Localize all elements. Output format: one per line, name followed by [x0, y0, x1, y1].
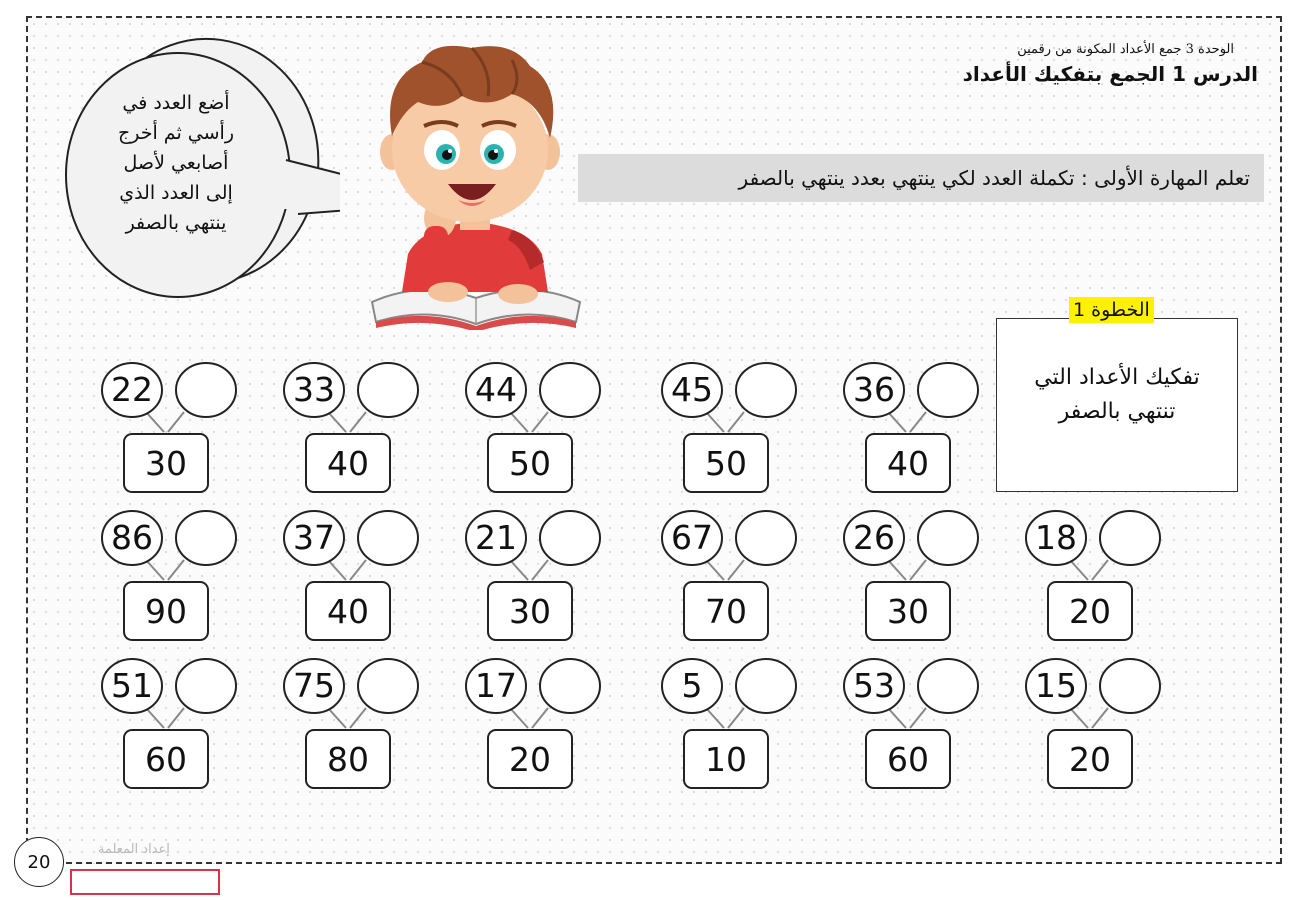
- bond-answer-blank[interactable]: [178, 364, 234, 416]
- bond-answer-blank[interactable]: [920, 364, 976, 416]
- number-bond: [1024, 656, 1164, 796]
- step-line: تفكيك الأعداد التي: [1034, 365, 1200, 390]
- bond-target-number: 60: [145, 739, 187, 779]
- speech-line: أصابعي لأصل: [123, 152, 229, 174]
- bond-answer-blank[interactable]: [542, 512, 598, 564]
- bond-target-number: 30: [509, 591, 551, 631]
- bond-number: 86: [111, 517, 153, 557]
- number-bond: [100, 360, 240, 500]
- bond-number: 18: [1035, 517, 1077, 557]
- number-bond: [100, 508, 240, 648]
- unit-heading: الوحدة 3 جمع الأعداد المكونة من رقمين: [1017, 42, 1234, 57]
- step-line: تنتهي بالصفر: [1058, 399, 1176, 424]
- teacher-credit: إعداد المعلمة: [98, 842, 170, 857]
- lesson-title: الدرس 1 الجمع بتفكيك الأعداد: [962, 62, 1258, 86]
- speech-line: ينتهي بالصفر: [125, 212, 227, 234]
- bond-target-number: 70: [705, 591, 747, 631]
- skill-banner-text: تعلم المهارة الأولى : تكملة العدد لكي ينتهي بعدد ينتهي بالصفر: [738, 166, 1250, 190]
- speech-line: إلى العدد الذي: [119, 182, 233, 204]
- number-bond: [660, 508, 800, 648]
- number-bond: [842, 360, 982, 500]
- bond-target-number: 80: [327, 739, 369, 779]
- bond-number: 26: [853, 517, 895, 557]
- bond-number: 45: [671, 369, 713, 409]
- bond-answer-blank[interactable]: [1102, 512, 1158, 564]
- number-bond: [464, 508, 604, 648]
- bond-answer-blank[interactable]: [738, 660, 794, 712]
- number-bond: [282, 360, 422, 500]
- bond-number: 53: [853, 665, 895, 705]
- number-bond: [1024, 508, 1164, 648]
- speech-line: رأسي ثم أخرج: [118, 122, 234, 144]
- bond-answer-blank[interactable]: [542, 364, 598, 416]
- bond-answer-blank[interactable]: [920, 660, 976, 712]
- name-box: [70, 869, 220, 895]
- bond-answer-blank[interactable]: [178, 660, 234, 712]
- bond-number: 44: [475, 369, 517, 409]
- bond-target-number: 40: [887, 443, 929, 483]
- bond-target-number: 40: [327, 443, 369, 483]
- number-bond: [660, 656, 800, 796]
- bond-answer-blank[interactable]: [738, 512, 794, 564]
- bond-number: 67: [671, 517, 713, 557]
- bond-target-number: 50: [509, 443, 551, 483]
- bond-target-number: 30: [887, 591, 929, 631]
- boy-reading-illustration: [362, 40, 592, 330]
- speech-line: أضع العدد في: [122, 92, 230, 114]
- bond-number: 22: [111, 369, 153, 409]
- bond-number: 15: [1035, 665, 1077, 705]
- step-label: الخطوة 1: [1069, 297, 1154, 323]
- number-bond: [842, 508, 982, 648]
- number-bond: [282, 508, 422, 648]
- bond-answer-blank[interactable]: [920, 512, 976, 564]
- bond-target-number: 20: [1069, 739, 1111, 779]
- bond-target-number: 10: [705, 739, 747, 779]
- bond-target-number: 20: [1069, 591, 1111, 631]
- number-bond: [464, 656, 604, 796]
- number-bond: [660, 360, 800, 500]
- bond-answer-blank[interactable]: [360, 660, 416, 712]
- bond-number: 21: [475, 517, 517, 557]
- bond-number: 51: [111, 665, 153, 705]
- bond-number: 37: [293, 517, 335, 557]
- bond-answer-blank[interactable]: [178, 512, 234, 564]
- bond-number: 33: [293, 369, 335, 409]
- bond-answer-blank[interactable]: [542, 660, 598, 712]
- page-number: 20: [14, 837, 64, 887]
- step-box: [996, 299, 1238, 492]
- bond-number: 36: [853, 369, 895, 409]
- speech-bubble-text: [96, 88, 256, 238]
- bond-answer-blank[interactable]: [360, 364, 416, 416]
- skill-banner: [578, 154, 1264, 202]
- step-instruction: [1005, 361, 1229, 429]
- bond-number: 17: [475, 665, 517, 705]
- bond-target-number: 40: [327, 591, 369, 631]
- number-bond: [282, 656, 422, 796]
- number-bond: [842, 656, 982, 796]
- number-bond: [100, 656, 240, 796]
- bond-target-number: 60: [887, 739, 929, 779]
- bond-number: 75: [293, 665, 335, 705]
- bond-target-number: 90: [145, 591, 187, 631]
- number-bond: [464, 360, 604, 500]
- bond-answer-blank[interactable]: [360, 512, 416, 564]
- bond-number: 5: [681, 665, 703, 705]
- bond-target-number: 30: [145, 443, 187, 483]
- bond-target-number: 50: [705, 443, 747, 483]
- bond-target-number: 20: [509, 739, 551, 779]
- bond-answer-blank[interactable]: [738, 364, 794, 416]
- bond-answer-blank[interactable]: [1102, 660, 1158, 712]
- speech-bubble: [0, 0, 340, 300]
